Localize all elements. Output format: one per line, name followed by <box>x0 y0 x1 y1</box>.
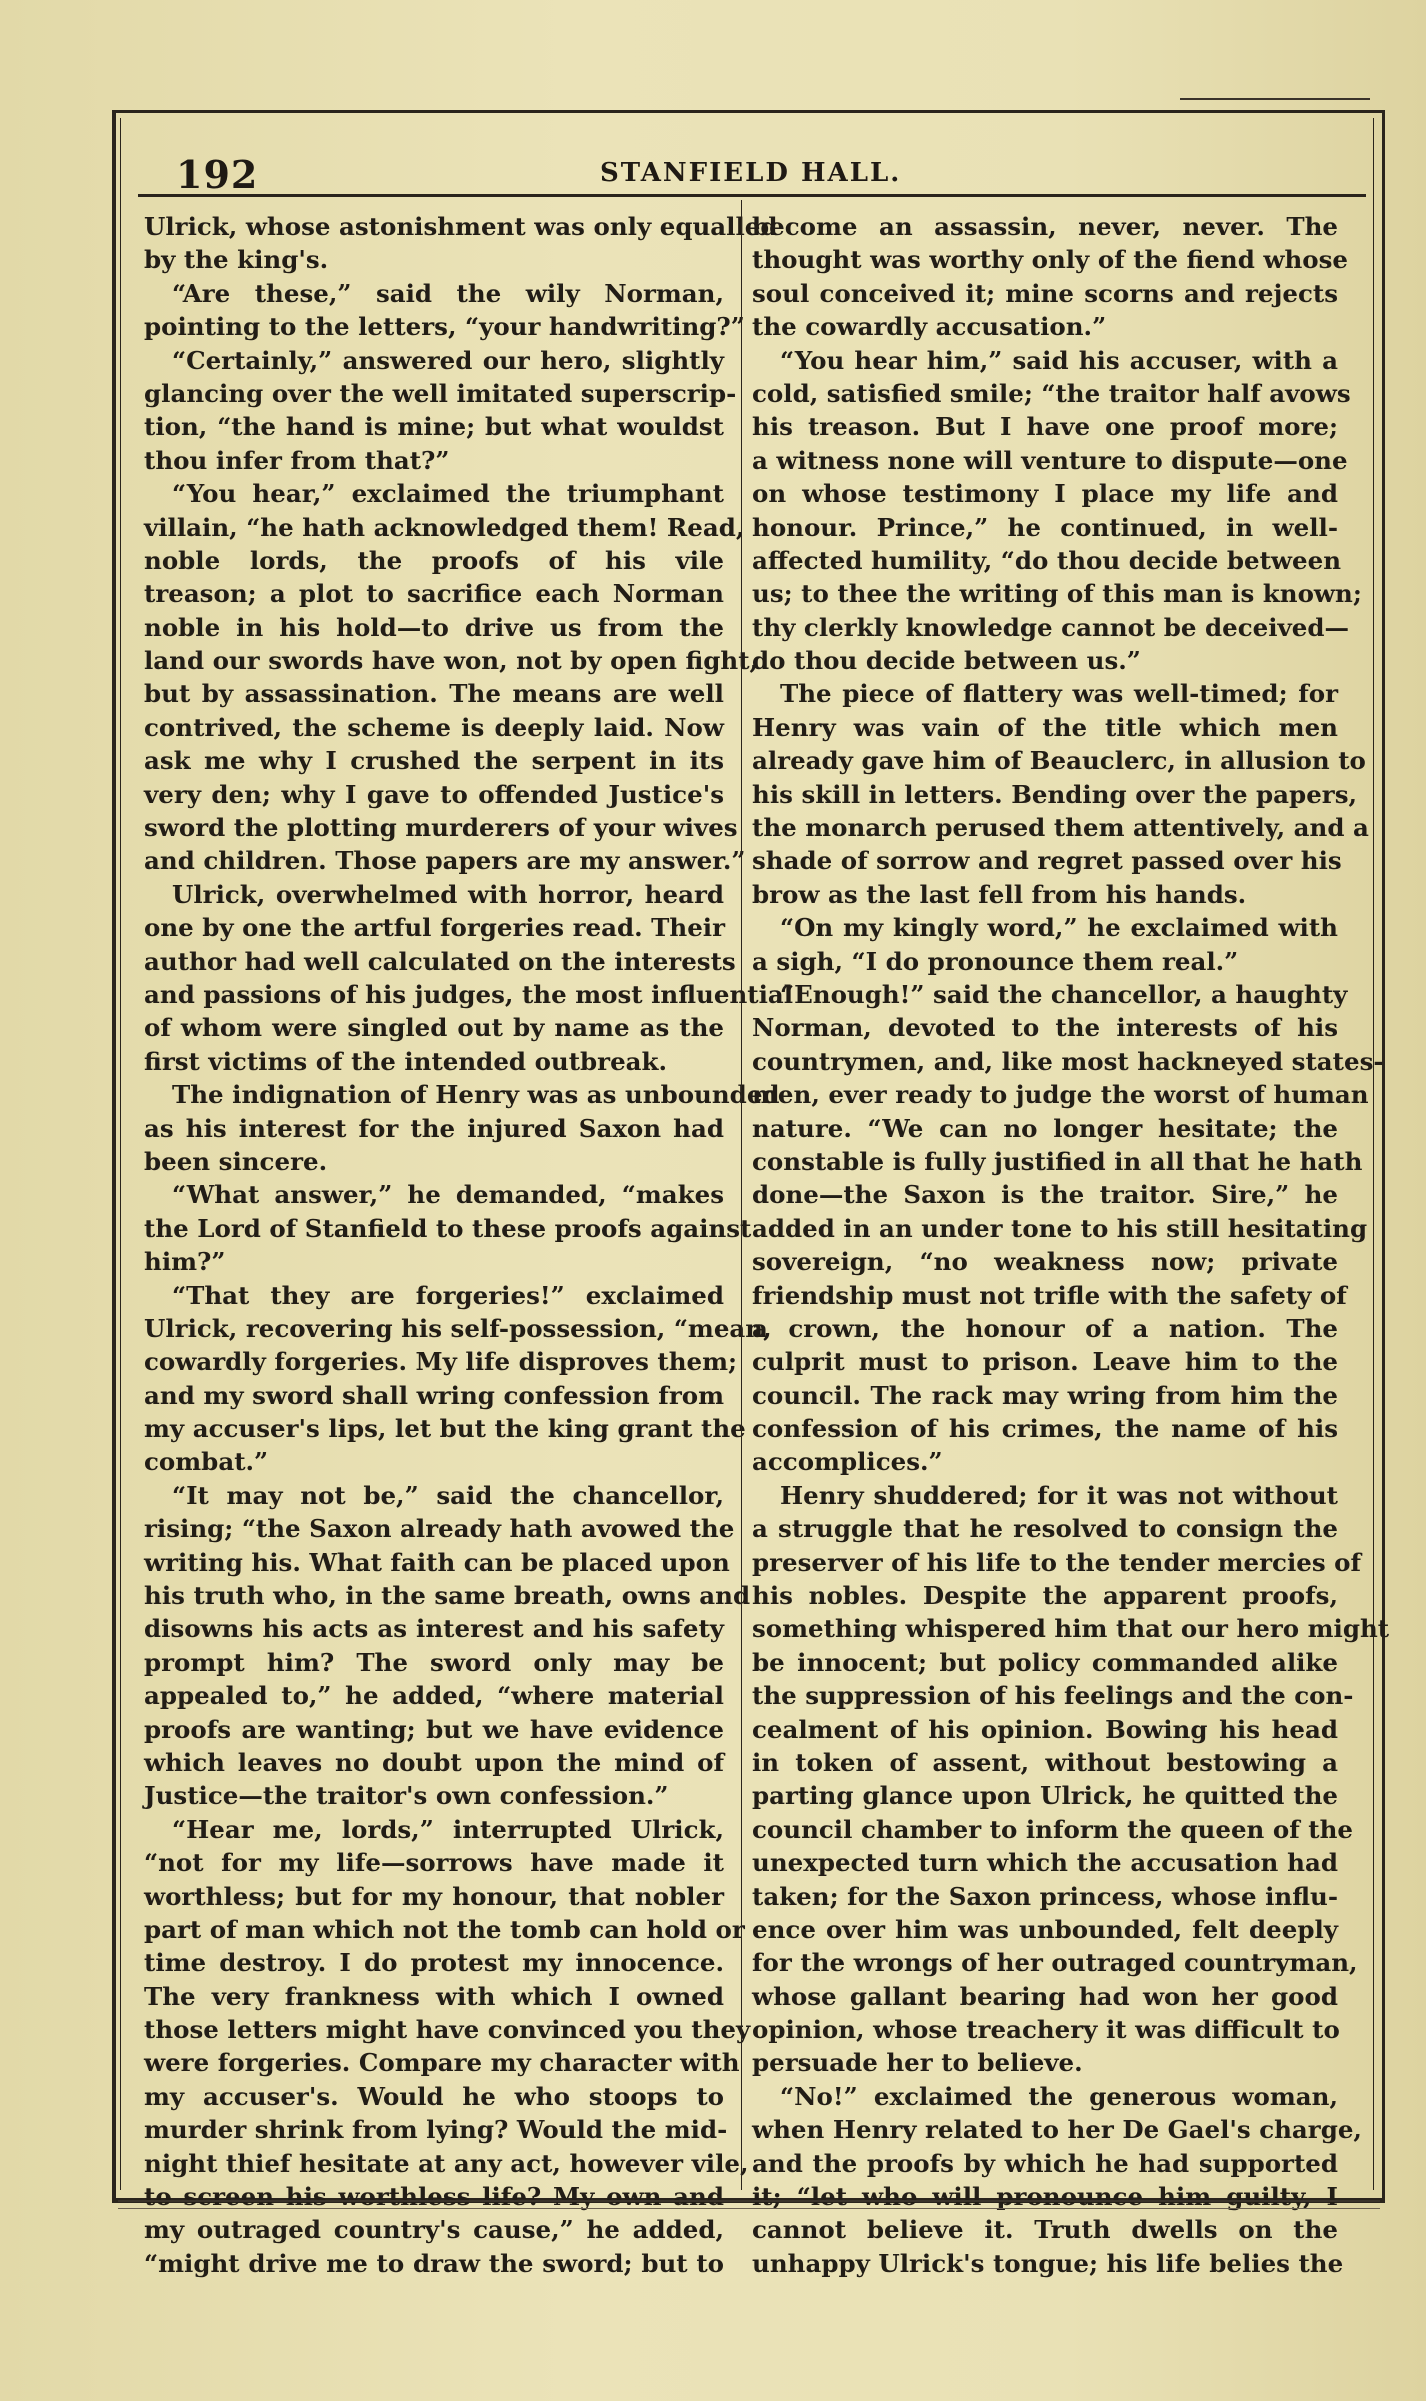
text-line: friendship must not trifle with the safety of <box>752 1280 1347 1310</box>
text-line: when Henry related to her De Gael's charge, <box>752 2115 1362 2145</box>
text-line: Justice—the traitor's own confession.” <box>144 1781 669 1811</box>
text-line: “might drive me to draw the sword; but to <box>144 2248 724 2278</box>
text-line: affected humility, “do thou decide between <box>752 545 1342 575</box>
text-line: “Enough!” said the chancellor, a haughty <box>780 979 1348 1009</box>
text-line: preserver of his life to the tender mercies of <box>752 1547 1362 1577</box>
text-line: sovereign, “no weakness now; private <box>752 1247 1338 1277</box>
text-line: murder shrink from lying? Would the mid- <box>144 2115 728 2145</box>
text-line: unexpected turn which the accusation had <box>752 1848 1338 1878</box>
text-line: the cowardly accusation.” <box>752 312 1107 342</box>
text-line: cold, satisfied smile; “the traitor half avows <box>752 378 1351 408</box>
text-line: ask me why I crushed the serpent in its <box>144 746 724 776</box>
text-line: his nobles. Despite the apparent proofs, <box>752 1581 1338 1611</box>
text-line: something whispered him that our hero might <box>752 1614 1390 1644</box>
text-line: glancing over the well imitated superscrip- <box>144 378 737 408</box>
text-line: “Certainly,” answered our hero, slightly <box>172 345 724 375</box>
text-line: the Lord of Stanfield to these proofs against <box>144 1213 752 1243</box>
text-line: “Hear me, lords,” interrupted Ulrick, <box>172 1814 724 1844</box>
text-line: time destroy. I do protest my innocence. <box>144 1948 724 1978</box>
text-line: one by one the artful forgeries read. Their <box>144 913 726 943</box>
text-line: his treason. But I have one proof more; <box>752 412 1338 442</box>
text-line: the monarch perused them attentively, and a <box>752 813 1369 843</box>
text-line: countrymen, and, like most hackneyed states- <box>752 1046 1384 1076</box>
text-line: soul conceived it; mine scorns and rejects <box>752 278 1338 308</box>
text-line: confession of his crimes, the name of his <box>752 1414 1338 1444</box>
text-line: Ulrick, overwhelmed with horror, heard <box>172 879 724 909</box>
bottom-rule-thin <box>118 2208 1380 2209</box>
text-line: and my sword shall wring confession from <box>144 1380 724 1410</box>
text-line: us; to thee the writing of this man is known; <box>752 579 1362 609</box>
text-line: “You hear,” exclaimed the triumphant <box>172 479 724 509</box>
text-line: and passions of his judges, the most influential <box>144 979 794 1009</box>
text-line: noble in his hold—to drive us from the <box>144 612 724 642</box>
text-line: worthless; but for my honour, that nobler <box>144 1881 724 1911</box>
text-line: my accuser's. Would he who stoops to <box>144 2081 724 2111</box>
text-line: but by assassination. The means are well <box>144 679 724 709</box>
text-line: The piece of flattery was well-timed; for <box>780 679 1338 709</box>
text-line: of whom were singled out by name as the <box>144 1013 724 1043</box>
text-line: writing his. What faith can be placed upon <box>144 1547 730 1577</box>
text-line: Henry shuddered; for it was not without <box>780 1480 1338 1510</box>
column-divider <box>741 200 742 2190</box>
text-line: his truth who, in the same breath, owns and <box>144 1581 751 1611</box>
text-line: first victims of the intended outbreak. <box>144 1046 668 1076</box>
text-line: as his interest for the injured Saxon had <box>144 1113 724 1143</box>
text-line: Ulrick, recovering his self-possession, “mean, <box>144 1313 772 1343</box>
text-line: nature. “We can no longer hesitate; the <box>752 1113 1338 1143</box>
text-line: thy clerkly knowledge cannot be deceived— <box>752 612 1349 642</box>
text-line: been sincere. <box>144 1146 328 1176</box>
text-line: villain, “he hath acknowledged them! Read, <box>144 512 745 542</box>
text-line: rising; “the Saxon already hath avowed the <box>144 1514 735 1544</box>
text-line: land our swords have won, not by open fight, <box>144 646 759 676</box>
text-line: were forgeries. Compare my character with <box>144 2048 740 2078</box>
text-line: done—the Saxon is the traitor. Sire,” he <box>752 1180 1338 1210</box>
text-line: cannot believe it. Truth dwells on the <box>752 2215 1338 2245</box>
text-line: in token of assent, without bestowing a <box>752 1747 1338 1777</box>
text-line: sword the plotting murderers of your wives <box>144 813 738 843</box>
text-line: contrived, the scheme is deeply laid. Now <box>144 712 724 742</box>
text-line: “It may not be,” said the chancellor, <box>172 1480 724 1510</box>
text-line: which leaves no doubt upon the mind of <box>144 1747 724 1777</box>
text-line: added in an under tone to his still hesitating <box>752 1213 1368 1243</box>
text-line: tion, “the hand is mine; but what wouldst <box>144 412 724 442</box>
text-line: persuade her to believe. <box>752 2048 1083 2078</box>
text-line: cowardly forgeries. My life disproves them; <box>144 1347 738 1377</box>
text-line: night thief hesitate at any act, however vile, <box>144 2148 749 2178</box>
text-line: treason; a plot to sacrifice each Norman <box>144 579 724 609</box>
text-line: already gave him of Beauclerc, in allusion to <box>752 746 1366 776</box>
running-title: STANFIELD HALL. <box>600 158 902 188</box>
text-line: appealed to,” he added, “where material <box>144 1681 724 1711</box>
text-line: thought was worthy only of the fiend whose <box>752 245 1348 275</box>
text-line: to screen his worthless life? My own and <box>144 2182 724 2212</box>
text-line: “You hear him,” said his accuser, with a <box>780 345 1338 375</box>
text-line: by the king's. <box>144 245 329 275</box>
text-line: honour. Prince,” he continued, in well- <box>752 512 1338 542</box>
text-line: a witness none will venture to dispute—one <box>752 445 1348 475</box>
text-line: noble lords, the proofs of his vile <box>144 545 724 575</box>
text-line: part of man which not the tomb can hold or <box>144 1914 745 1944</box>
text-line: prompt him? The sword only may be <box>144 1647 724 1677</box>
text-line: unhappy Ulrick's tongue; his life belies the <box>752 2248 1344 2278</box>
text-line: and children. Those papers are my answer.” <box>144 846 746 876</box>
text-line: ence over him was unbounded, felt deeply <box>752 1914 1338 1944</box>
text-line: “That they are forgeries!” exclaimed <box>172 1280 724 1310</box>
text-line: those letters might have convinced you they <box>144 2015 751 2045</box>
text-line: culprit must to prison. Leave him to the <box>752 1347 1338 1377</box>
text-line: for the wrongs of her outraged countryman, <box>752 1948 1358 1978</box>
text-line: it; “let who will pronounce him guilty, I <box>752 2182 1338 2212</box>
text-line: “Are these,” said the wily Norman, <box>172 278 724 308</box>
text-line: accomplices.” <box>752 1447 943 1477</box>
text-line: “not for my life—sorrows have made it <box>144 1848 724 1878</box>
text-line: cealment of his opinion. Bowing his head <box>752 1714 1338 1744</box>
text-line: him?” <box>144 1247 226 1277</box>
text-line: the suppression of his feelings and the con- <box>752 1681 1354 1711</box>
text-line: on whose testimony I place my life and <box>752 479 1338 509</box>
text-line: parting glance upon Ulrick, he quitted the <box>752 1781 1338 1811</box>
page-number: 192 <box>176 152 259 197</box>
text-line: Henry was vain of the title which men <box>752 712 1338 742</box>
header-rule <box>138 194 1366 197</box>
text-line: combat.” <box>144 1447 269 1477</box>
top-edge-rule <box>1180 98 1370 100</box>
bottom-rule <box>118 2200 1380 2202</box>
text-line: his skill in letters. Bending over the papers, <box>752 779 1358 809</box>
text-line: brow as the last fell from his hands. <box>752 879 1247 909</box>
text-line: council. The rack may wring from him the <box>752 1380 1338 1410</box>
text-line: become an assassin, never, never. The <box>752 212 1338 241</box>
text-line: a struggle that he resolved to consign the <box>752 1514 1338 1544</box>
text-line: my accuser's lips, let but the king grant the <box>144 1414 746 1444</box>
text-line: Norman, devoted to the interests of his <box>752 1013 1338 1043</box>
text-line: disowns his acts as interest and his safety <box>144 1614 724 1644</box>
text-line: my outraged country's cause,” he added, <box>144 2215 724 2245</box>
text-line: council chamber to inform the queen of the <box>752 1814 1354 1844</box>
text-line: a crown, the honour of a nation. The <box>752 1313 1338 1343</box>
text-line: “No!” exclaimed the generous woman, <box>780 2081 1338 2111</box>
right-column <box>752 210 1390 2280</box>
text-line: and the proofs by which he had supported <box>752 2148 1338 2178</box>
text-line: men, ever ready to judge the worst of human <box>752 1080 1369 1110</box>
text-line: opinion, whose treachery it was difficult to <box>752 2015 1340 2045</box>
text-line: pointing to the letters, “your handwriting?” <box>144 312 745 342</box>
text-line: proofs are wanting; but we have evidence <box>144 1714 724 1744</box>
text-line: do thou decide between us.” <box>752 646 1141 676</box>
text-line: constable is fully justified in all that he hath <box>752 1146 1363 1176</box>
text-line: “What answer,” he demanded, “makes <box>172 1180 724 1210</box>
text-line: Ulrick, whose astonishment was only equalled <box>144 212 778 241</box>
text-line: be innocent; but policy commanded alike <box>752 1647 1338 1677</box>
text-line: very den; why I gave to offended Justice's <box>144 779 724 809</box>
text-line: author had well calculated on the interests <box>144 946 736 976</box>
text-line: a sigh, “I do pronounce them real.” <box>752 946 1239 976</box>
text-line: whose gallant bearing had won her good <box>752 1981 1338 2011</box>
text-line: taken; for the Saxon princess, whose influ- <box>752 1881 1338 1911</box>
text-line: “On my kingly word,” he exclaimed with <box>780 913 1338 943</box>
left-column <box>144 210 794 2280</box>
text-line: The indignation of Henry was as unbounded <box>172 1080 780 1110</box>
text-line: shade of sorrow and regret passed over his <box>752 846 1342 876</box>
text-line: thou infer from that?” <box>144 445 450 475</box>
text-line: The very frankness with which I owned <box>144 1981 724 2011</box>
